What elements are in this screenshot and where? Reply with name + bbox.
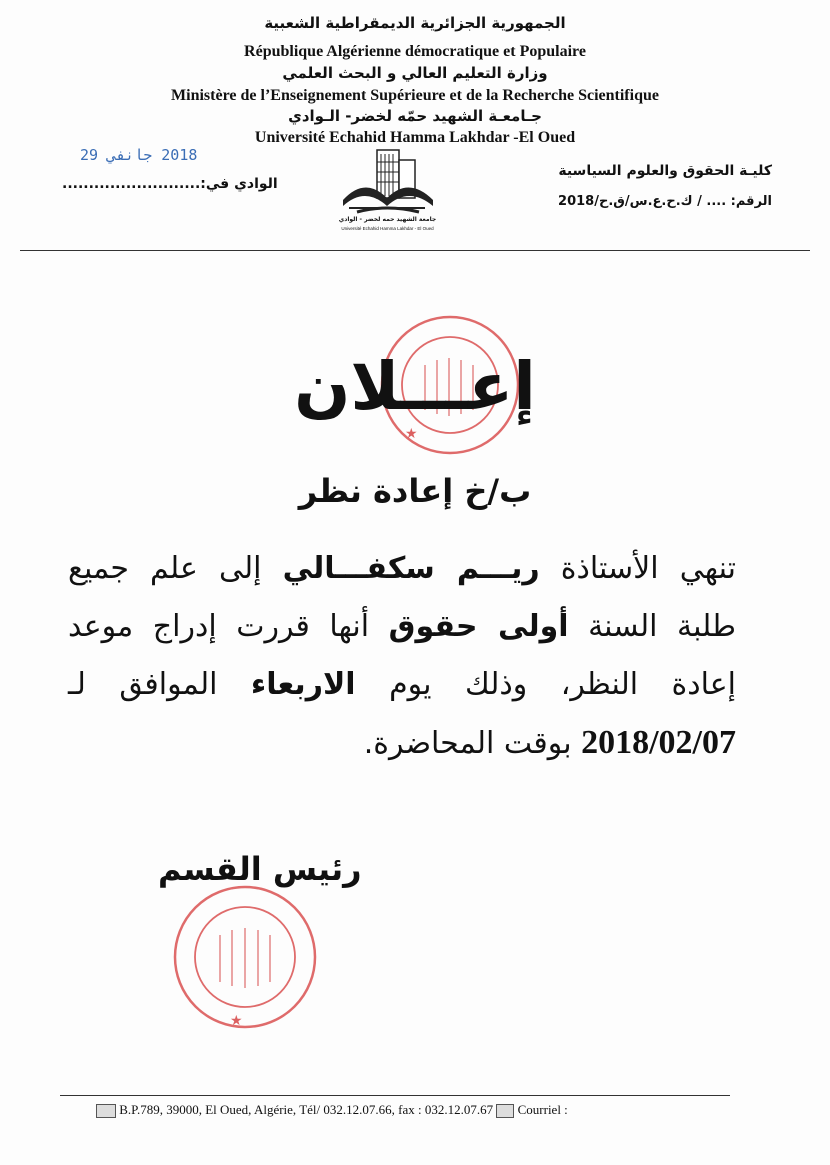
email-icon — [496, 1104, 514, 1118]
notice-line-2 — [68, 598, 736, 656]
teacher-name: ريـــم سكفـــالي — [282, 551, 540, 586]
header-divider — [20, 250, 810, 251]
notice-line-4 — [68, 714, 736, 773]
republic-fr: République Algérienne démocratique et Populaire — [244, 43, 586, 60]
svg-text:★: ★ — [230, 1013, 243, 1029]
footer — [96, 1102, 568, 1118]
weekday: الاربعاء — [250, 667, 356, 702]
footer-email-label: Courriel : — [517, 1102, 568, 1117]
ministry-ar: وزارة التعليم العالي و البحث العلمي — [282, 64, 548, 82]
student-year: أولى حقوق — [388, 609, 569, 644]
event-date: 2018/02/07 — [581, 724, 736, 761]
university-ar: جـامعـة الشهيد حمّه لخضر- الـوادي — [288, 107, 542, 125]
line3-c: الموافق لـ — [68, 667, 251, 702]
notice-subtitle: ب/خ إعادة نظر — [298, 472, 532, 510]
ministry-fr: Ministère de l’Enseignement Supérieure et de la Recherche Scientifique — [171, 87, 659, 104]
notice-title: إعـــلان — [294, 348, 536, 425]
logo-caption-ar: جامعة الشهيد حمه لخضر - الوادي — [338, 216, 437, 223]
university-logo — [335, 146, 440, 238]
footer-address: B.P.789, 39000, El Oued, Algérie, Tél/ 032.12.07.66, fax : 032.12.07.67 — [119, 1102, 494, 1117]
svg-text:★: ★ — [405, 426, 418, 442]
notice-line-1 — [68, 540, 736, 598]
place-date — [62, 176, 278, 192]
notice-body — [68, 540, 736, 773]
line2-c: أنها قررت إدراج موعد — [68, 609, 389, 644]
line2-a: طلبة السنة — [568, 609, 736, 644]
republic-ar: الجمهورية الجزائرية الديمقراطية الشعبية — [264, 14, 566, 32]
faculty-name: كليـة الحقوق والعلوم السياسية — [558, 163, 772, 179]
date-stamp: 2018 جانفي 29 — [80, 146, 198, 164]
line1-c: إلى علم جميع — [68, 551, 283, 586]
line4-b: بوقت المحاضرة. — [363, 726, 582, 761]
reference-number: الرقم: .... / ك.ح.ع.س/ق.ح/2018 — [558, 194, 772, 209]
signature-role: رئيس القسم — [158, 850, 362, 888]
place-date-label: الوادي في: — [200, 176, 278, 192]
notice-line-3 — [68, 656, 736, 714]
university-fr: Université Echahid Hamma Lakhdar -El Oued — [254, 129, 576, 146]
phone-icon — [96, 1104, 116, 1118]
official-stamp-bottom — [168, 880, 323, 1035]
footer-divider — [60, 1095, 730, 1096]
place-date-dots: .......................... — [62, 176, 201, 192]
line1-a: تنهي الأستاذة — [539, 551, 736, 586]
line3-a: إعادة النظر، وذلك يوم — [355, 667, 736, 702]
logo-caption-fr: Université Echahid Hamma Lakhdar - El Oued — [341, 226, 434, 231]
university-logo-graphic — [335, 146, 440, 238]
